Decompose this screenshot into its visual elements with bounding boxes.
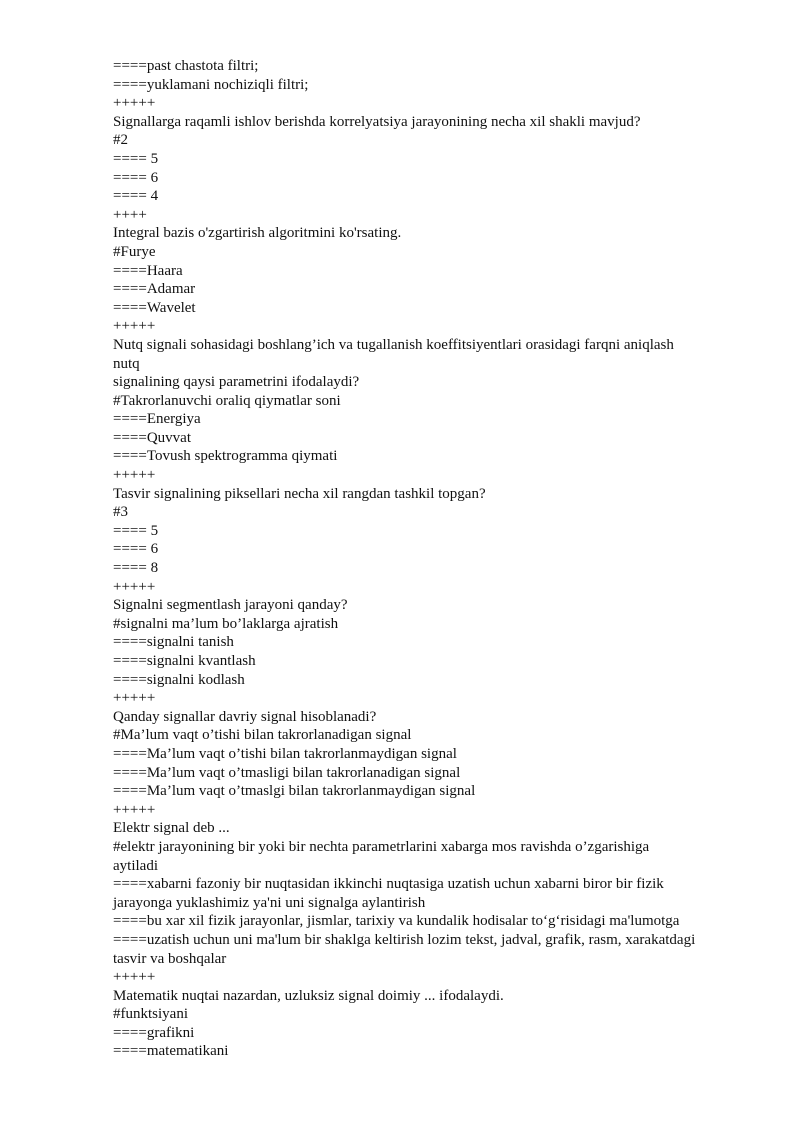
text-line: ==== 5 [113, 150, 159, 167]
text-line: #Furye [113, 243, 156, 260]
text-line: ====Ma’lum vaqt o’tishi bilan takrorlanmaydigan signal [113, 745, 457, 762]
text-line: ====matematikani [113, 1043, 229, 1060]
text-line: ====Energiya [113, 411, 201, 428]
text-line: Elektr signal deb ... [113, 820, 230, 837]
text-line: ====Haara [113, 262, 183, 279]
text-line: +++++ [113, 801, 156, 818]
text-line: #Ma’lum vaqt o’tishi bilan takrorlanadigan signal [113, 727, 412, 744]
text-line: ====signalni tanish [113, 634, 234, 651]
text-line: #elektr jarayonining bir yoki bir nechta parametrlarini xabarga mos ravishda o’zgarishiga [113, 838, 650, 855]
text-line: +++++ [113, 467, 156, 484]
text-line: ==== 4 [113, 188, 159, 205]
text-line: ====Ma’lum vaqt o’tmasligi bilan takrorlanadigan signal [113, 764, 461, 781]
text-line: ==== 6 [113, 169, 159, 186]
document-text [113, 57, 753, 1061]
text-line: #signalni ma’lum bo’laklarga ajratish [113, 615, 339, 632]
text-line: +++++ [113, 578, 156, 595]
text-line: #funktsiyani [113, 1006, 188, 1023]
text-line: ====Tovush spektrogramma qiymati [113, 448, 338, 465]
text-line: tasvir va boshqalar [113, 950, 227, 967]
text-line: Qanday signallar davriy signal hisoblanadi? [113, 708, 377, 725]
text-line: ====signalni kodlash [113, 671, 245, 688]
text-line: ++++ [113, 206, 147, 223]
text-line: ====Quvvat [113, 429, 191, 446]
text-line: Signalni segmentlash jarayoni qanday? [113, 597, 348, 614]
text-line: ====Adamar [113, 281, 196, 298]
text-line: jarayonga yuklashimiz ya'ni uni signalga aylantirish [113, 894, 426, 911]
text-line: ====Wavelet [113, 299, 196, 316]
text-line: aytiladi [113, 857, 158, 874]
text-line: Nutq signali sohasidagi boshlang’ich va tugallanish koeffitsiyentlari orasidagi farqni aniqlash [113, 336, 674, 353]
text-line: +++++ [113, 318, 156, 335]
text-line: ====past chastota filtri; [113, 58, 259, 74]
text-line: Matematik nuqtai nazardan, uzluksiz signal doimiy ... ifodalaydi. [113, 987, 504, 1004]
text-line: ====yuklamani nochiziqli filtri; [113, 76, 309, 93]
text-line: signalining qaysi parametrini ifodalaydi? [113, 374, 360, 391]
text-line: ====grafikni [113, 1024, 195, 1041]
text-line: #Takrorlanuvchi oraliq qiymatlar soni [113, 392, 341, 409]
text-line: Tasvir signalining piksellari necha xil rangdan tashkil topgan? [113, 485, 486, 502]
text-line: ==== 6 [113, 541, 159, 558]
text-line: +++++ [113, 690, 156, 707]
text-line: ====xabarni fazoniy bir nuqtasidan ikkinchi nuqtasiga uzatish uchun xabarni biror bir fizik [113, 876, 664, 893]
text-line: ====signalni kvantlash [113, 653, 256, 669]
text-line: ==== 5 [113, 522, 159, 539]
text-line: Signallarga raqamli ishlov berishda korrelyatsiya jarayonining necha xil shakli mavjud? [113, 113, 641, 130]
text-line: +++++ [113, 969, 156, 986]
text-line: +++++ [113, 95, 156, 112]
text-line: ====Ma’lum vaqt o’tmaslgi bilan takrorlanmaydigan signal [113, 783, 476, 800]
text-line: nutq [113, 355, 140, 372]
text-line: ==== 8 [113, 560, 159, 577]
text-line: Integral bazis o'zgartirish algoritmini ko'rsating. [113, 225, 402, 242]
text-line: #2 [113, 132, 128, 149]
text-line: ====bu xar xil fizik jarayonlar, jismlar, tarixiy va kundalik hodisalar to‘g‘risidagi ma'lumotga [113, 913, 680, 930]
text-line: ====uzatish uchun uni ma'lum bir shaklga keltirish lozim tekst, jadval, grafik, rasm, xarakatdagi [113, 931, 696, 948]
text-line: #3 [113, 504, 128, 521]
